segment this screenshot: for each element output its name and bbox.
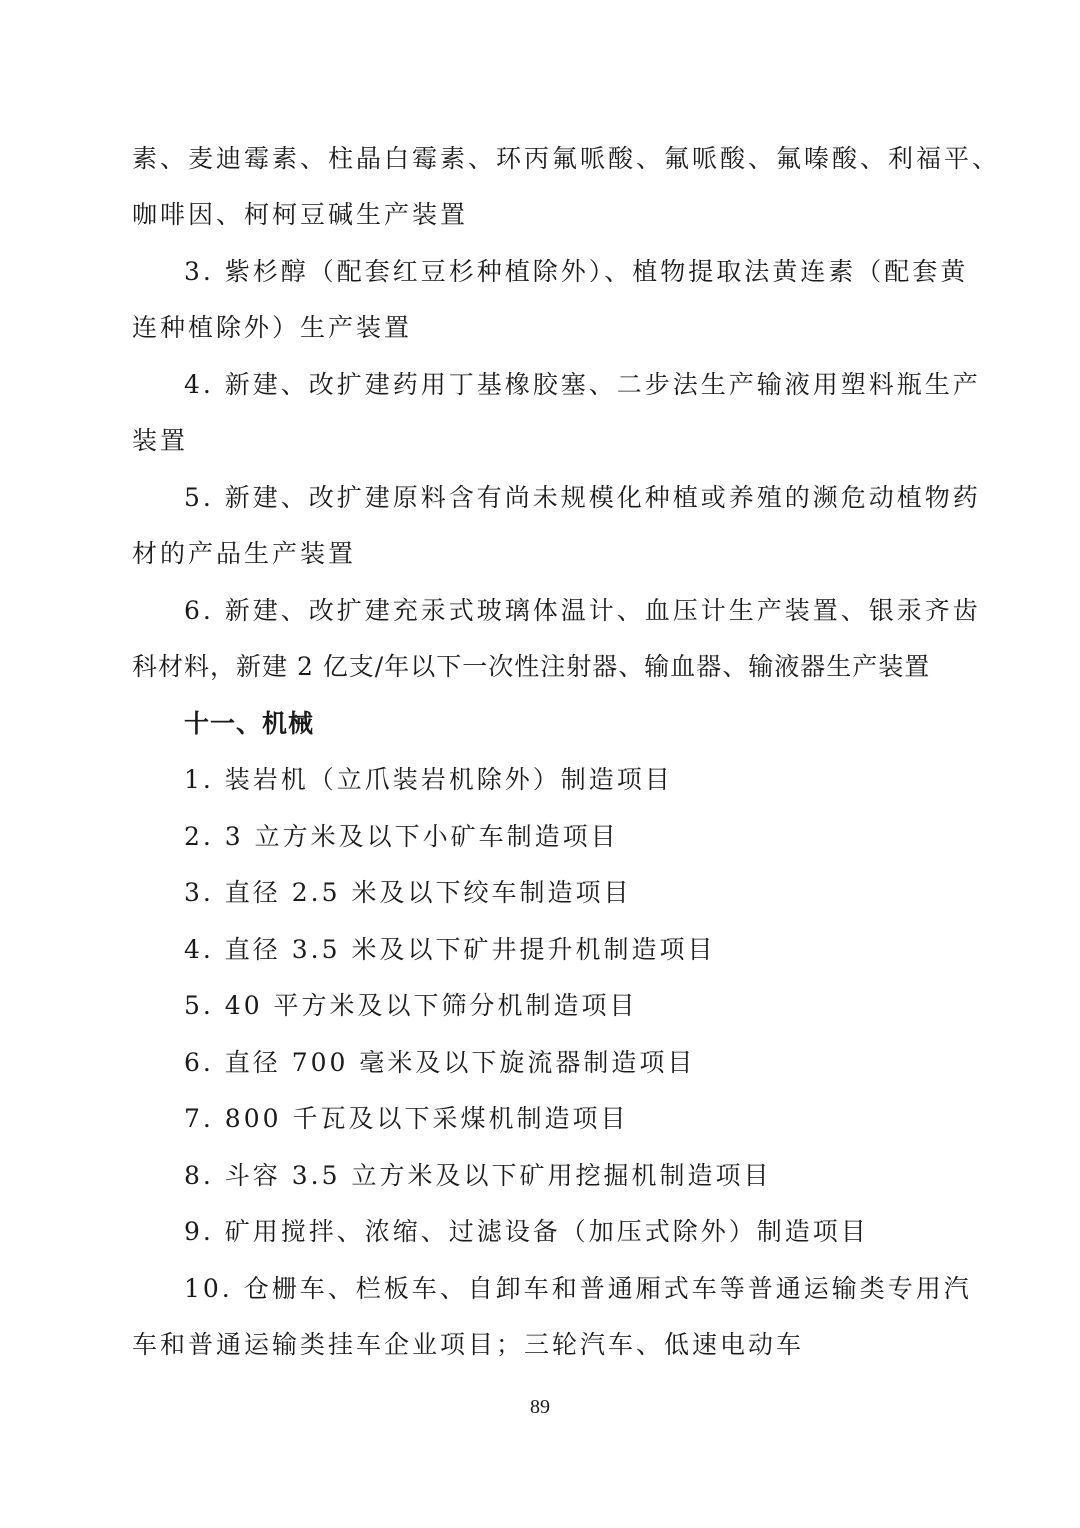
list-item: 7. 800 千瓦及以下采煤机制造项目: [184, 1104, 629, 1133]
paragraph-line: 3. 紫杉醇（配套红豆杉种植除外）、植物提取法黄连素（配套黄: [184, 257, 969, 286]
paragraph-line: 材的产品生产装置: [132, 539, 357, 568]
list-item: 4. 直径 3.5 米及以下矿井提升机制造项目: [184, 935, 716, 964]
paragraph-line: 连种植除外）生产装置: [132, 313, 413, 342]
paragraph-line: 4. 新建、改扩建药用丁基橡胶塞、二步法生产输液用塑料瓶生产: [184, 370, 981, 399]
list-item: 5. 40 平方米及以下筛分机制造项目: [184, 991, 638, 1020]
section-heading: 十一、机械: [184, 709, 315, 738]
paragraph-line: 素、麦迪霉素、柱晶白霉素、环丙氟哌酸、氟哌酸、氟嗪酸、利福平、: [132, 144, 1001, 173]
list-item: 2. 3 立方米及以下小矿车制造项目: [184, 822, 619, 851]
paragraph-line: 5. 新建、改扩建原料含有尚未规模化种植或养殖的濒危动植物药: [184, 483, 981, 512]
list-item: 8. 斗容 3.5 立方米及以下矿用挖掘机制造项目: [184, 1161, 772, 1190]
paragraph-line: 装置: [132, 426, 189, 455]
list-item: 9. 矿用搅拌、浓缩、过滤设备（加压式除外）制造项目: [184, 1217, 869, 1246]
list-item: 10. 仓栅车、栏板车、自卸车和普通厢式车等普通运输类专用汽: [184, 1274, 972, 1303]
paragraph-line: 科材料，新建 2 亿支/年以下一次性注射器、输血器、输液器生产装置: [132, 652, 931, 681]
page-number: 89: [530, 1396, 550, 1418]
list-item: 6. 直径 700 毫米及以下旋流器制造项目: [184, 1048, 696, 1077]
paragraph-line: 咖啡因、柯柯豆碱生产装置: [132, 200, 469, 229]
paragraph-line: 6. 新建、改扩建充汞式玻璃体温计、血压计生产装置、银汞齐齿: [184, 596, 981, 625]
list-item: 1. 装岩机（立爪装岩机除外）制造项目: [184, 765, 673, 794]
list-item-continuation: 车和普通运输类挂车企业项目；三轮汽车、低速电动车: [132, 1330, 805, 1359]
list-item: 3. 直径 2.5 米及以下绞车制造项目: [184, 878, 632, 907]
